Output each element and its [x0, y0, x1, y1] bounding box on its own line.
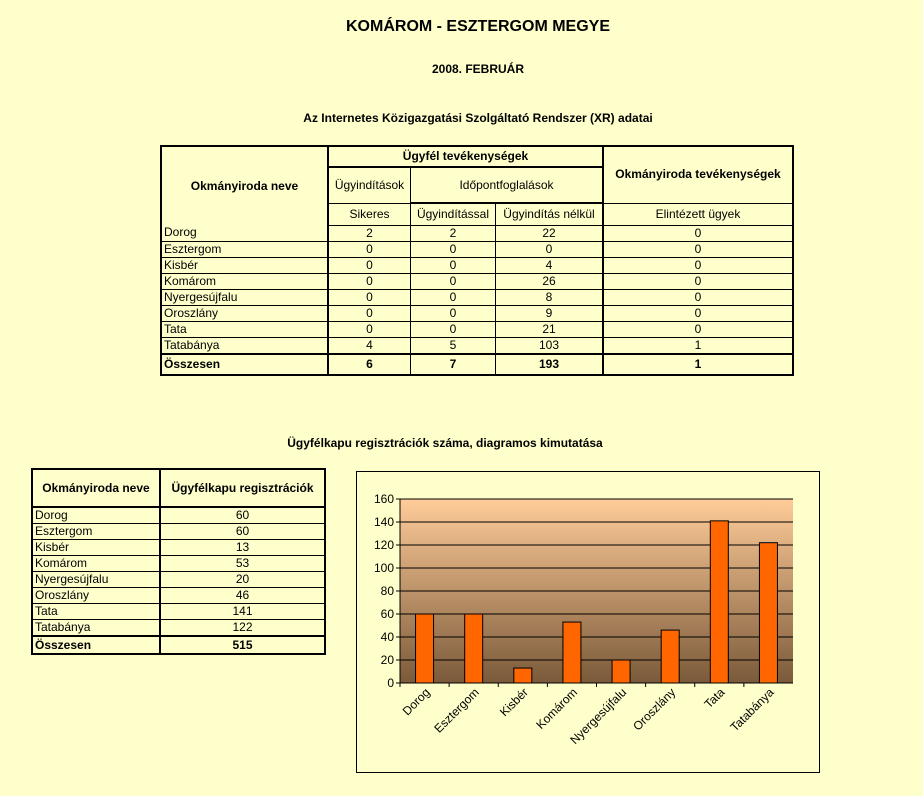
xr-cell: 2	[328, 225, 411, 241]
xr-row-name: Tatabánya	[161, 337, 328, 354]
y-tick-label: 100	[373, 561, 394, 575]
y-tick-label: 120	[373, 538, 394, 552]
uk-cell: 141	[160, 604, 325, 620]
xr-cell: 1	[603, 337, 793, 354]
xr-cell: 0	[411, 257, 496, 273]
uk-cell: 60	[160, 524, 325, 540]
xr-cell: 9	[496, 305, 604, 321]
uk-heading: Ügyfélkapu regisztrációk száma, diagramos kimutatása	[287, 436, 603, 450]
xr-sub-appointments: Időpontfoglalások	[411, 167, 604, 203]
y-tick-label: 60	[380, 607, 394, 621]
xr-cell: 0	[603, 305, 793, 321]
xr-table	[160, 145, 794, 376]
uk-cell: 122	[160, 620, 325, 637]
xr-cell: 4	[328, 337, 411, 354]
xr-sub-initiations: Ügyindítások	[328, 167, 411, 203]
bar	[710, 521, 728, 683]
uk-row-name: Tatabánya	[32, 620, 160, 637]
x-tick-label: Tata	[701, 685, 728, 712]
bar	[416, 614, 434, 683]
uk-cell: 53	[160, 556, 325, 572]
xr-col-successful: Sikeres	[328, 203, 411, 225]
uk-row-name: Kisbér	[32, 540, 160, 556]
xr-row-name: Kisbér	[161, 257, 328, 273]
y-tick-label: 80	[380, 584, 394, 598]
xr-col-name: Okmányiroda neve	[190, 178, 299, 193]
bar	[759, 543, 777, 683]
page-title: KOMÁROM - ESZTERGOM MEGYE	[346, 18, 610, 35]
registrations-chart	[356, 471, 820, 773]
chart-svg	[357, 472, 819, 772]
uk-col-value: Ügyfélkapu regisztrációk	[160, 469, 325, 507]
xr-cell: 0	[328, 321, 411, 337]
xr-cell: 0	[328, 241, 411, 257]
bar	[465, 614, 483, 683]
xr-cell: 0	[328, 273, 411, 289]
xr-total-cell: 7	[411, 354, 496, 375]
xr-cell: 0	[496, 241, 604, 257]
uk-row-name: Esztergom	[32, 524, 160, 540]
uk-row-name: Dorog	[32, 507, 160, 524]
xr-cell: 2	[411, 225, 496, 241]
uk-cell: 46	[160, 588, 325, 604]
bar	[661, 630, 679, 683]
y-tick-label: 20	[380, 653, 394, 667]
bar	[514, 668, 532, 683]
xr-group-office: Okmányiroda tevékenységek	[603, 146, 793, 203]
uk-col-name: Okmányiroda neve	[32, 469, 160, 507]
uk-row-name: Nyergesújfalu	[32, 572, 160, 588]
xr-cell: 21	[496, 321, 604, 337]
uk-total-label: Összesen	[32, 636, 160, 654]
xr-cell: 0	[603, 257, 793, 273]
xr-row-name: Dorog	[161, 225, 328, 241]
xr-heading: Az Internetes Közigazgatási Szolgáltató Rendszer (XR) adatai	[303, 111, 653, 125]
xr-cell: 0	[603, 241, 793, 257]
xr-total-cell: 6	[328, 354, 411, 375]
xr-cell: 0	[411, 273, 496, 289]
xr-col-with-init: Ügyindítással	[411, 203, 496, 225]
uk-cell: 13	[160, 540, 325, 556]
x-tick-label: Tatabánya	[727, 685, 777, 735]
xr-cell: 5	[411, 337, 496, 354]
xr-cell: 22	[496, 225, 604, 241]
y-tick-label: 140	[373, 515, 394, 529]
uk-row-name: Tata	[32, 604, 160, 620]
x-tick-label: Komárom	[533, 685, 581, 732]
bar	[612, 660, 630, 683]
y-tick-label: 160	[373, 492, 394, 506]
xr-cell: 0	[411, 289, 496, 305]
xr-cell: 8	[496, 289, 604, 305]
xr-row-name: Oroszlány	[161, 305, 328, 321]
xr-cell: 0	[603, 321, 793, 337]
y-tick-label: 40	[380, 630, 394, 644]
xr-cell: 0	[328, 305, 411, 321]
xr-total-label: Összesen	[161, 354, 328, 375]
bar	[563, 622, 581, 683]
page-subtitle: 2008. FEBRUÁR	[431, 62, 525, 76]
xr-col-without-init: Ügyindítás nélkül	[496, 203, 604, 225]
x-tick-label: Dorog	[399, 685, 433, 719]
xr-cell: 0	[328, 257, 411, 273]
xr-cell: 0	[411, 305, 496, 321]
x-tick-label: Esztergom	[431, 685, 482, 736]
uk-cell: 60	[160, 507, 325, 524]
xr-row-name: Komárom	[161, 273, 328, 289]
x-tick-label: Nyergesújfalu	[567, 685, 630, 748]
uk-row-name: Oroszlány	[32, 588, 160, 604]
xr-cell: 26	[496, 273, 604, 289]
xr-cell: 4	[496, 257, 604, 273]
xr-cell: 0	[603, 273, 793, 289]
uk-row-name: Komárom	[32, 556, 160, 572]
y-tick-label: 0	[387, 676, 394, 690]
xr-cell: 0	[603, 225, 793, 241]
xr-row-name: Esztergom	[161, 241, 328, 257]
xr-col-completed: Elintézett ügyek	[603, 203, 793, 225]
xr-row-name: Tata	[161, 321, 328, 337]
xr-cell: 0	[411, 241, 496, 257]
xr-group-client: Ügyfél tevékenységek	[328, 146, 603, 167]
x-tick-label: Kisbér	[496, 685, 531, 720]
uk-cell: 20	[160, 572, 325, 588]
xr-row-name: Nyergesújfalu	[161, 289, 328, 305]
xr-cell: 0	[328, 289, 411, 305]
uk-table	[31, 468, 326, 655]
xr-total-cell: 193	[496, 354, 604, 375]
xr-cell: 0	[603, 289, 793, 305]
xr-total-cell: 1	[603, 354, 793, 375]
xr-cell: 103	[496, 337, 604, 354]
xr-cell: 0	[411, 321, 496, 337]
x-tick-label: Oroszlány	[630, 685, 679, 734]
uk-total-cell: 515	[160, 636, 325, 654]
